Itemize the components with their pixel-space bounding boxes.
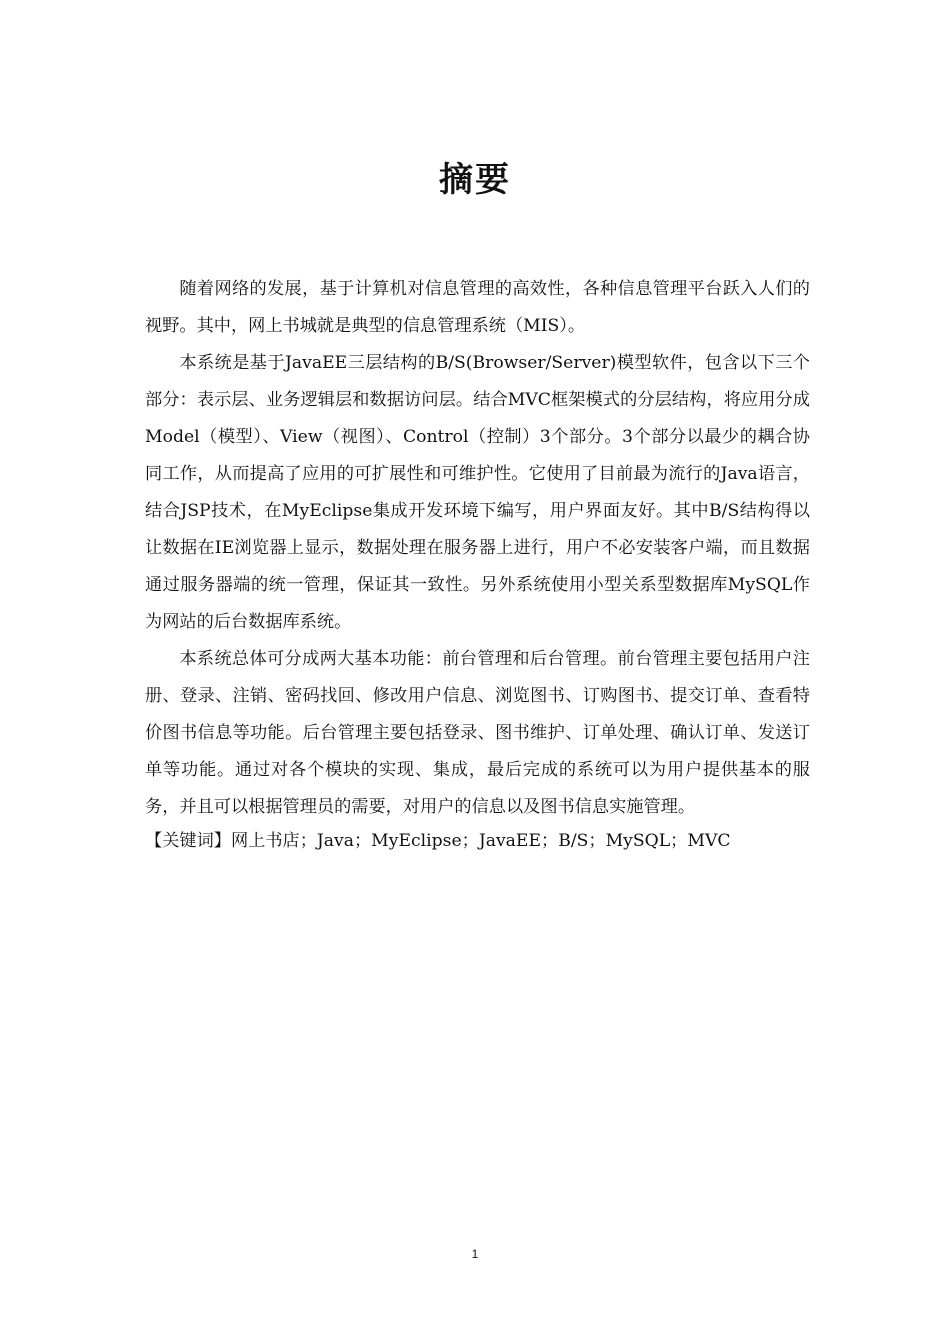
keywords-line <box>145 826 810 856</box>
page-title: 摘要 <box>439 160 511 200</box>
abstract-body <box>145 271 810 856</box>
abstract-paragraph-3: 本系统总体可分成两大基本功能：前台管理和后台管理。前台管理主要包括用户注册、登录、注销、密码找回、修改用户信息、浏览图书、订购图书、提交订单、查看特价图书信息等功能。后台管理主要包括登录、图书维护、订单处理、确认订单、发送订单等功能。通过对各个模块的实现、集成，最后完成的系统可以为用户提供基本的服务，并且可以根据管理员的需要，对用户的信息以及图书信息实施管理。 <box>145 649 810 817</box>
abstract-paragraph-1: 随着网络的发展，基于计算机对信息管理的高效性，各种信息管理平台跃入人们的视野。其中，网上书城就是典型的信息管理系统（MIS）。 <box>145 279 810 336</box>
page-number: 1 <box>471 1247 479 1261</box>
abstract-paragraph-2: 本系统是基于JavaEE三层结构的B/S(Browser/Server)模型软件，包含以下三个部分：表示层、业务逻辑层和数据访问层。结合MVC框架模式的分层结构，将应用分成Model（模型）、View（视图）、Control（控制）3个部分。3个部分以最少的耦合协同工作，从而提高了应用的可扩展性和可维护性。它使用了目前最为流行的Java语言，结合JSP技术，在MyEclipse集成开发环境下编写，用户界面友好。其中B/S结构得以让数据在IE浏览器上显示，数据处理在服务器上进行，用户不必安装客户端，而且数据通过服务器端的统一管理，保证其一致性。另外系统使用小型关系型数据库MySQL作为网站的后台数据库系统。 <box>145 353 810 632</box>
keywords-text: 网上书店；Java；MyEclipse；JavaEE；B/S；MySQL；MVC <box>230 831 731 851</box>
keywords-label: 【关键词】 <box>145 831 231 851</box>
